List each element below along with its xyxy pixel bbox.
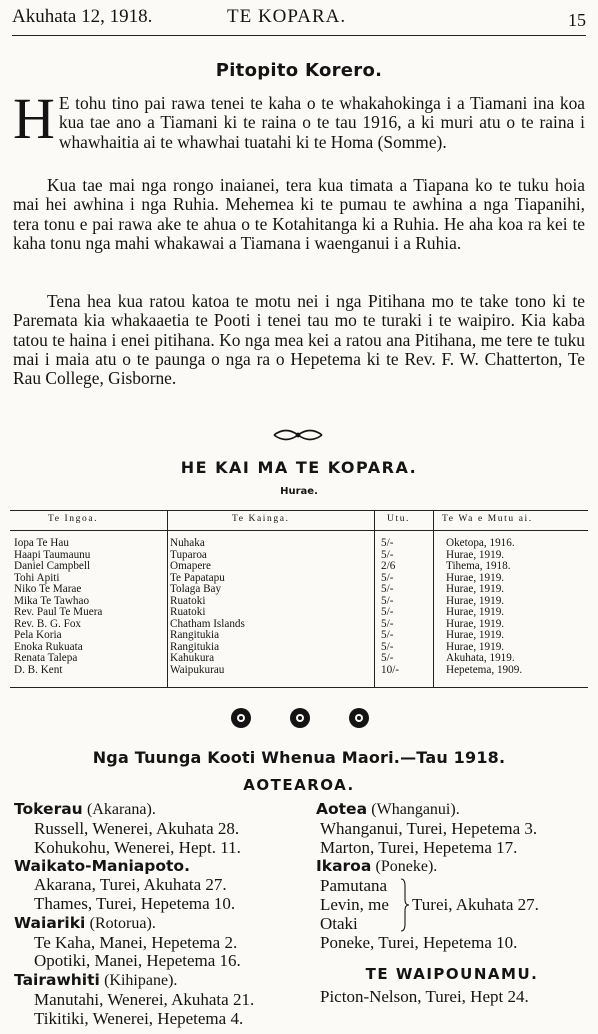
pitopito-paragraph-1: [13, 86, 585, 152]
aotearoa-heading: AOTEAROA.: [243, 776, 355, 794]
sitting-entry: Picton-Nelson, Turei, Hept 24.: [320, 986, 529, 1006]
payment-amount: 5/-: [381, 652, 394, 664]
expiry-date: Hurae, 1919.: [446, 594, 505, 607]
district-alt-name: (Akarana).: [86, 801, 156, 818]
subscriber-name: Tohi Apiti: [14, 571, 60, 584]
subscriber-place: Ruatoki: [170, 606, 206, 618]
pitopito-heading: Pitopito Korero.: [215, 60, 383, 81]
table-body: [10, 538, 588, 676]
subscriber-place: Tuparoa: [170, 548, 207, 561]
sitting-entry: Akarana, Turei, Akuhata 27.: [34, 875, 227, 895]
expiry-date: Hurae, 1919.: [446, 617, 505, 630]
subscriber-name: D. B. Kent: [14, 663, 63, 676]
header-rule: [12, 35, 586, 36]
table-row: [10, 561, 588, 573]
running-header: [12, 4, 586, 34]
subscriptions-month: Hurae.: [280, 486, 318, 497]
pitopito-paragraph-3: Tena hea kua ratou katoa te motu nei i nga Pitihana mo te take tono ki te Paremata kia whakaaetia te Pooti i tenei tau mo te turaki i te waipiro. Kia kaba tatou te haina i enei pitihana. Ko nga mea kei a ratou ana Pitihana, me tere te tuku mai i maia atu o te paunga o nga ra o Hepetema ki te Rev. F. W. Chatterton, Te Rau College, Gisborne.: [13, 291, 585, 389]
district-header: [14, 971, 304, 991]
expiry-date: Hurae, 1919.: [446, 548, 505, 561]
waipounamu-heading: TE WAIPOUNAMU.: [365, 964, 539, 983]
expiry-date: Tihema, 1918.: [446, 560, 511, 572]
subscriber-place: Te Papatapu: [170, 571, 225, 584]
subscriber-name: Enoka Rukuata: [14, 640, 83, 653]
expiry-date: Akuhata, 1919.: [446, 652, 515, 664]
subscriber-name: Renata Talepa: [14, 652, 78, 664]
column-header-place: Te Kainga.: [232, 514, 290, 524]
payment-amount: 5/-: [381, 617, 394, 630]
district-name: Aotea: [316, 800, 368, 818]
subscriber-place: Nuhaka: [170, 537, 205, 549]
expiry-date: Hurae, 1919.: [446, 583, 505, 595]
grouped-sitting: [316, 877, 588, 934]
subscriber-place: Rangitukia: [170, 640, 220, 653]
subscriber-name: Iopa Te Hau: [14, 537, 69, 549]
district-aotea: [316, 800, 588, 820]
subscriber-name: Pela Koria: [14, 629, 62, 641]
payment-amount: 5/-: [381, 629, 394, 641]
subscriber-name: Niko Te Marae: [14, 583, 82, 595]
table-rule: [10, 687, 588, 688]
column-header-expiry: Te Wa e Mutu ai.: [442, 514, 533, 524]
expiry-date: Hurae, 1919.: [446, 571, 505, 584]
courts-left-column: [14, 800, 304, 1029]
publication-title: TE KOPARA.: [227, 6, 347, 27]
sitting-entry: Te Kaha, Manei, Hepetema 2.: [34, 932, 238, 952]
expiry-date: Hurae, 1919.: [446, 606, 505, 618]
grouped-date: Turei, Akuhata 27.: [412, 895, 539, 915]
page-number: 15: [568, 10, 586, 30]
district-alt-name: (Whanganui).: [371, 801, 460, 818]
subscriptions-heading: HE KAI MA TE KOPARA.: [180, 458, 418, 477]
place-name: Levin, me: [320, 894, 389, 914]
subscriber-name: Mika Te Tawhao: [14, 594, 90, 607]
sitting-entry: Whanganui, Turei, Hepetema 3.: [320, 818, 538, 838]
district-header: [14, 857, 304, 876]
payment-amount: 5/-: [381, 537, 394, 549]
table-row: [10, 653, 588, 665]
table-rule: [10, 530, 588, 531]
sitting-entry: Marton, Turei, Hepetema 17.: [320, 837, 518, 857]
subscriber-name: Rev. B. G. Fox: [14, 617, 82, 630]
sitting-entry: Poneke, Turei, Hepetema 10.: [320, 933, 518, 953]
payment-amount: 2/6: [381, 560, 396, 572]
sitting-entry: Tikitiki, Wenerei, Hepetema 4.: [34, 1008, 244, 1028]
flower-icon: [230, 707, 252, 729]
subscriber-place: Omapere: [170, 560, 211, 572]
sitting-entry: Russell, Wenerei, Akuhata 28.: [34, 818, 240, 838]
sitting-entry: Manutahi, Wenerei, Akuhata 21.: [34, 989, 255, 1009]
table-row: [10, 607, 588, 619]
paragraph-text: E tohu tino pai rawa tenei te kaha o te whakahokinga i a Tiamani ina koa kua tae ano a Tiamani ki te raina o te tau 1916, a ki muri atu o te raina i whawhaitia ai te whawhai tuatahi ki te Homa (Somme).: [58, 93, 585, 152]
subscriber-name: Daniel Campbell: [14, 560, 91, 572]
pitopito-paragraph-2: Kua tae mai nga rongo inaianei, tera kua timata a Tiapana ko te tuku hoia mai hei awhina i nga Ruhia. Mehemea ki te pumau te awhina a nga Tiapanihi, tera tonu e pai rawa ake te ahua o te Kotahitanga ki a Ruhia. He aha koa ra kei te kaha tonu nga mahi whakawai a Tiamana i waenganui i a Ruhia.: [13, 175, 585, 253]
table-row: [10, 584, 588, 596]
flower-icon: [289, 707, 311, 729]
subscriber-place: Rangitukia: [170, 629, 220, 641]
column-header-name: Te Ingoa.: [48, 514, 99, 524]
column-header-utu: Utu.: [387, 514, 411, 524]
place-name: Otaki: [320, 913, 358, 933]
subscriber-place: Ruatoki: [170, 594, 206, 607]
expiry-date: Hepetema, 1909.: [446, 663, 523, 676]
courts-right-column: [316, 800, 588, 1007]
district-header: [14, 800, 304, 820]
district-header: [14, 914, 304, 934]
table-row: [10, 665, 588, 677]
issue-date: Akuhata 12, 1918.: [12, 6, 153, 27]
sitting-entry: Thames, Turei, Hepetema 10.: [34, 893, 236, 913]
payment-amount: 5/-: [381, 583, 394, 595]
subscriber-place: Tolaga Bay: [170, 583, 222, 595]
sitting-entry: Kohukohu, Wenerei, Hept. 11.: [34, 837, 241, 857]
subscriber-name: Rev. Paul Te Muera: [14, 606, 103, 618]
subscriber-place: Waipukurau: [170, 663, 225, 676]
table-row: [10, 630, 588, 642]
table-rule: [10, 510, 588, 511]
subscriptions-table: [10, 510, 588, 688]
district-name: Ikaroa: [316, 857, 372, 876]
payment-amount: 5/-: [381, 571, 394, 584]
district-ikaroa: [316, 857, 588, 877]
district-alt-name: (Kihipane).: [104, 972, 178, 990]
sitting-entry: Opotiki, Manei, Hepetema 16.: [34, 951, 241, 971]
district-name: Waikato-Maniapoto.: [14, 857, 190, 876]
payment-amount: 5/-: [381, 594, 394, 607]
subscriber-place: Kahukura: [170, 652, 215, 664]
place-name: Pamutana: [320, 876, 388, 896]
payment-amount: 5/-: [381, 640, 394, 653]
payment-amount: 5/-: [381, 548, 394, 561]
subscriber-place: Chatham Islands: [170, 617, 245, 630]
brace: [400, 878, 410, 932]
grouped-places: [320, 877, 389, 933]
district-name: Tairawhiti: [14, 971, 100, 990]
district-alt-name: (Rotorua).: [89, 914, 156, 932]
drop-cap: H: [13, 86, 55, 151]
district-alt-name: (Poneke).: [375, 858, 438, 876]
flower-icon: [348, 707, 370, 729]
expiry-date: Hurae, 1919.: [446, 640, 505, 653]
court-sittings-heading: Nga Tuunga Kooti Whenua Maori.—Tau 1918.: [92, 748, 506, 767]
section-ornament: [272, 428, 324, 442]
table-row: [10, 538, 588, 550]
payment-amount: 5/-: [381, 606, 394, 618]
payment-amount: 10/-: [381, 663, 400, 676]
expiry-date: Oketopa, 1916.: [446, 537, 515, 549]
expiry-date: Hurae, 1919.: [446, 629, 505, 641]
district-name: Waiariki: [14, 913, 86, 932]
district-name: Tokerau: [14, 800, 83, 818]
flower-ornaments: [230, 707, 370, 729]
subscriber-name: Haapi Taumaunu: [14, 548, 91, 561]
